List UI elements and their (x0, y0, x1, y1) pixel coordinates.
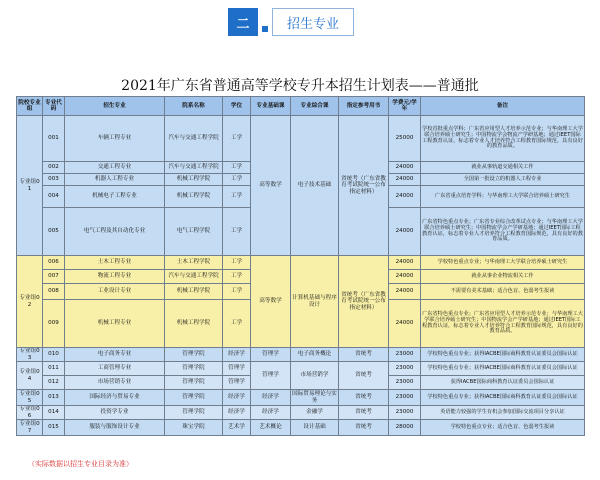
group-label: 专业组05 (17, 390, 43, 406)
degree: 工学 (223, 208, 251, 256)
reference-book: 省统考 (339, 390, 389, 406)
department: 机械工程学院 (165, 186, 223, 208)
col-header: 学位 (223, 97, 251, 116)
tuition-fee: 23000 (389, 406, 421, 420)
remark: 不需要有美术基础；适合色盲、色弱考生报读 (421, 284, 585, 300)
col-header: 院校专业组 (17, 97, 43, 116)
tuition-fee: 24000 (389, 284, 421, 300)
tuition-fee: 24000 (389, 300, 421, 348)
major-name: 土木工程专业 (65, 256, 165, 270)
remark: 广东省特色重点专业；广东省应用型人才培养示范专业；与华南理工大学联合培养硕士研究生；中国物流学会产学研基地；通过IEET国际工程教育认证，标志着专业人才培养符合工程教育国际规范，具有良好的教育品质。 (421, 300, 585, 348)
basic-course: 高等数学 (251, 116, 291, 256)
remark: 学校特色重点专业；获得IACBE国际商科教育认证委员会国际认证 (421, 362, 585, 376)
degree: 工学 (223, 256, 251, 270)
degree: 工学 (223, 300, 251, 348)
major-name: 国际经济与贸易专业 (65, 390, 165, 406)
degree: 经济学 (223, 406, 251, 420)
col-header: 学费元/学年 (389, 97, 421, 116)
remark: 就业从事轨道交通相关工作 (421, 162, 585, 174)
remark: 全国第一批设立的机器人工程专业 (421, 174, 585, 186)
tuition-fee: 24000 (389, 162, 421, 174)
table-body (17, 116, 585, 436)
major-code: 009 (43, 300, 65, 348)
comprehensive-course: 电子技术基础 (291, 116, 339, 256)
department: 管理学院 (165, 406, 223, 420)
degree: 艺术学 (223, 420, 251, 436)
department: 管理学院 (165, 376, 223, 390)
basic-course: 经济学 (251, 390, 291, 406)
major-name: 交通工程专业 (65, 162, 165, 174)
degree: 工学 (223, 284, 251, 300)
degree: 工学 (223, 162, 251, 174)
group-label: 专业组03 (17, 348, 43, 362)
table-row (17, 348, 585, 362)
department: 管理学院 (165, 348, 223, 362)
reference-book: 省统考 (339, 362, 389, 390)
basic-course: 艺术概论 (251, 420, 291, 436)
section-number: 二 (228, 8, 258, 36)
section-title: 招生专业 (272, 8, 354, 36)
tuition-fee: 24000 (389, 186, 421, 208)
comprehensive-course: 金融学 (291, 406, 339, 420)
reference-book: 省统考（广东省教育考试院统一公布指定材料） (339, 256, 389, 348)
remark: 学校首批重点学科；广东省应用型人才培养示范专业；与华南理工大学联合培养硕士研究生；中国物流学会物流产学研基地；通过IEET国际工程教育认证，标志着专业人才培养符合工程教育国际规范，具有良好的教育品质。 (421, 116, 585, 162)
comprehensive-course: 市场营销学 (291, 362, 339, 390)
degree: 工学 (223, 174, 251, 186)
major-code: 011 (43, 362, 65, 376)
col-header: 专业综合课 (291, 97, 339, 116)
remark: 广东省重点培育学科；与华南理工大学联合培养硕士研究生 (421, 186, 585, 208)
comprehensive-course: 电子商务概论 (291, 348, 339, 362)
remark: 学校特色重点专业；获得IACBE国际商科教育认证委员会国际认证 (421, 348, 585, 362)
comprehensive-course: 设计基础 (291, 420, 339, 436)
tuition-fee: 23000 (389, 390, 421, 406)
degree: 经济学 (223, 348, 251, 362)
group-label: 专业组01 (17, 116, 43, 256)
remark: 学校特色重点专业；适合色盲、色弱考生报读 (421, 420, 585, 436)
remark: 获得IACBE国际商科教育认证委员会国际认证 (421, 376, 585, 390)
department: 汽车与交通工程学院 (165, 162, 223, 174)
major-name: 工业设计专业 (65, 284, 165, 300)
remark: 广东省特色重点专业；广东省专业综合改革试点专业；与华南理工大学联合培养硕士研究生；中国物流学会产学研基地；通过IEET国际工程教育认证，标志着专业人才培养符合工程教育国际规范，具有良好的教育品质。 (421, 208, 585, 256)
major-name: 工商管理专业 (65, 362, 165, 376)
degree: 管理学 (223, 362, 251, 376)
major-name: 电气工程及其自动化专业 (65, 208, 165, 256)
department: 珠宝学院 (165, 420, 223, 436)
department: 电气工程学院 (165, 208, 223, 256)
department: 管理学院 (165, 390, 223, 406)
major-name: 车辆工程专业 (65, 116, 165, 162)
degree: 工学 (223, 186, 251, 208)
major-code: 014 (43, 406, 65, 420)
major-code: 003 (43, 174, 65, 186)
major-code: 002 (43, 162, 65, 174)
major-code: 015 (43, 420, 65, 436)
doc-title: 2021年广东省普通高等学校专升本招生计划表——普通批 (121, 78, 479, 94)
reference-book: 省统考 (339, 420, 389, 436)
col-header: 招生专业 (65, 97, 165, 116)
col-header: 专业代码 (43, 97, 65, 116)
major-code: 010 (43, 348, 65, 362)
remark: 学校特色重点专业；获得IACBE国际商科教育认证委员会国际认证 (421, 390, 585, 406)
tuition-fee: 23000 (389, 376, 421, 390)
col-header: 院系名称 (165, 97, 223, 116)
table-row (17, 406, 585, 420)
degree: 工学 (223, 116, 251, 162)
major-name: 机器人工程专业 (65, 174, 165, 186)
remark: 英语能力较强的学生有机会参加国际交流项目分享认证 (421, 406, 585, 420)
table-row (17, 390, 585, 406)
admission-plan-table (16, 96, 585, 436)
footnote: （实际数据以招生专业目录为准） (28, 460, 133, 468)
major-code: 013 (43, 390, 65, 406)
col-header: 备注 (421, 97, 585, 116)
table-row (17, 116, 585, 162)
basic-course: 管理学 (251, 348, 291, 362)
major-name: 机械工程专业 (65, 300, 165, 348)
major-name: 电子商务专业 (65, 348, 165, 362)
tuition-fee: 23000 (389, 362, 421, 376)
department: 管理学院 (165, 362, 223, 376)
table-row (17, 362, 585, 376)
reference-book: 省统考（广东省教育考试院统一公布指定材料） (339, 116, 389, 256)
tuition-fee: 28000 (389, 420, 421, 436)
major-code: 001 (43, 116, 65, 162)
degree: 工学 (223, 270, 251, 284)
basic-course: 管理学 (251, 362, 291, 390)
table-header-row (17, 97, 585, 116)
department: 机械工程学院 (165, 174, 223, 186)
degree: 管理学 (223, 376, 251, 390)
department: 土木工程学院 (165, 256, 223, 270)
department: 机械工程学院 (165, 284, 223, 300)
table-row (17, 420, 585, 436)
major-code: 012 (43, 376, 65, 390)
comprehensive-course: 国际贸易理论与实务 (292, 391, 337, 404)
group-label: 专业组02 (17, 256, 43, 348)
tuition-fee: 24000 (389, 256, 421, 270)
col-header: 指定参考用书 (339, 97, 389, 116)
major-name: 市场营销专业 (65, 376, 165, 390)
major-name: 服装与服饰设计专业 (65, 420, 165, 436)
basic-course: 高等数学 (251, 256, 291, 348)
tuition-fee: 25000 (389, 116, 421, 162)
major-code: 005 (43, 208, 65, 256)
major-name: 机械电子工程专业 (65, 186, 165, 208)
tuition-fee: 24000 (389, 208, 421, 256)
tuition-fee: 23000 (389, 348, 421, 362)
department: 机械工程学院 (165, 300, 223, 348)
basic-course: 经济学 (251, 406, 291, 420)
degree: 经济学 (223, 390, 251, 406)
group-label: 专业组07 (17, 420, 43, 436)
major-code: 008 (43, 284, 65, 300)
reference-book: 省统考 (339, 406, 389, 420)
reference-book: 省统考 (339, 348, 389, 362)
group-label: 专业组04 (17, 362, 43, 390)
major-code: 004 (43, 186, 65, 208)
major-code: 007 (43, 270, 65, 284)
remark: 学校特色重点专业；与华南理工大学联合培养硕士研究生 (421, 256, 585, 270)
department: 汽车与交通工程学院 (165, 116, 223, 162)
section-decor-square (262, 26, 268, 32)
major-name: 物流工程专业 (65, 270, 165, 284)
remark: 就业从事企业物流相关工作 (421, 270, 585, 284)
tuition-fee: 24000 (389, 174, 421, 186)
major-name: 投资学专业 (65, 406, 165, 420)
group-label: 专业组06 (17, 406, 43, 420)
major-code: 006 (43, 256, 65, 270)
tuition-fee: 24000 (389, 270, 421, 284)
department: 汽车与交通工程学院 (165, 270, 223, 284)
col-header: 专业基础课 (251, 97, 291, 116)
table-row (17, 256, 585, 270)
section-header (228, 8, 354, 36)
comprehensive-course: 计算机基础与程序设计 (291, 256, 339, 348)
